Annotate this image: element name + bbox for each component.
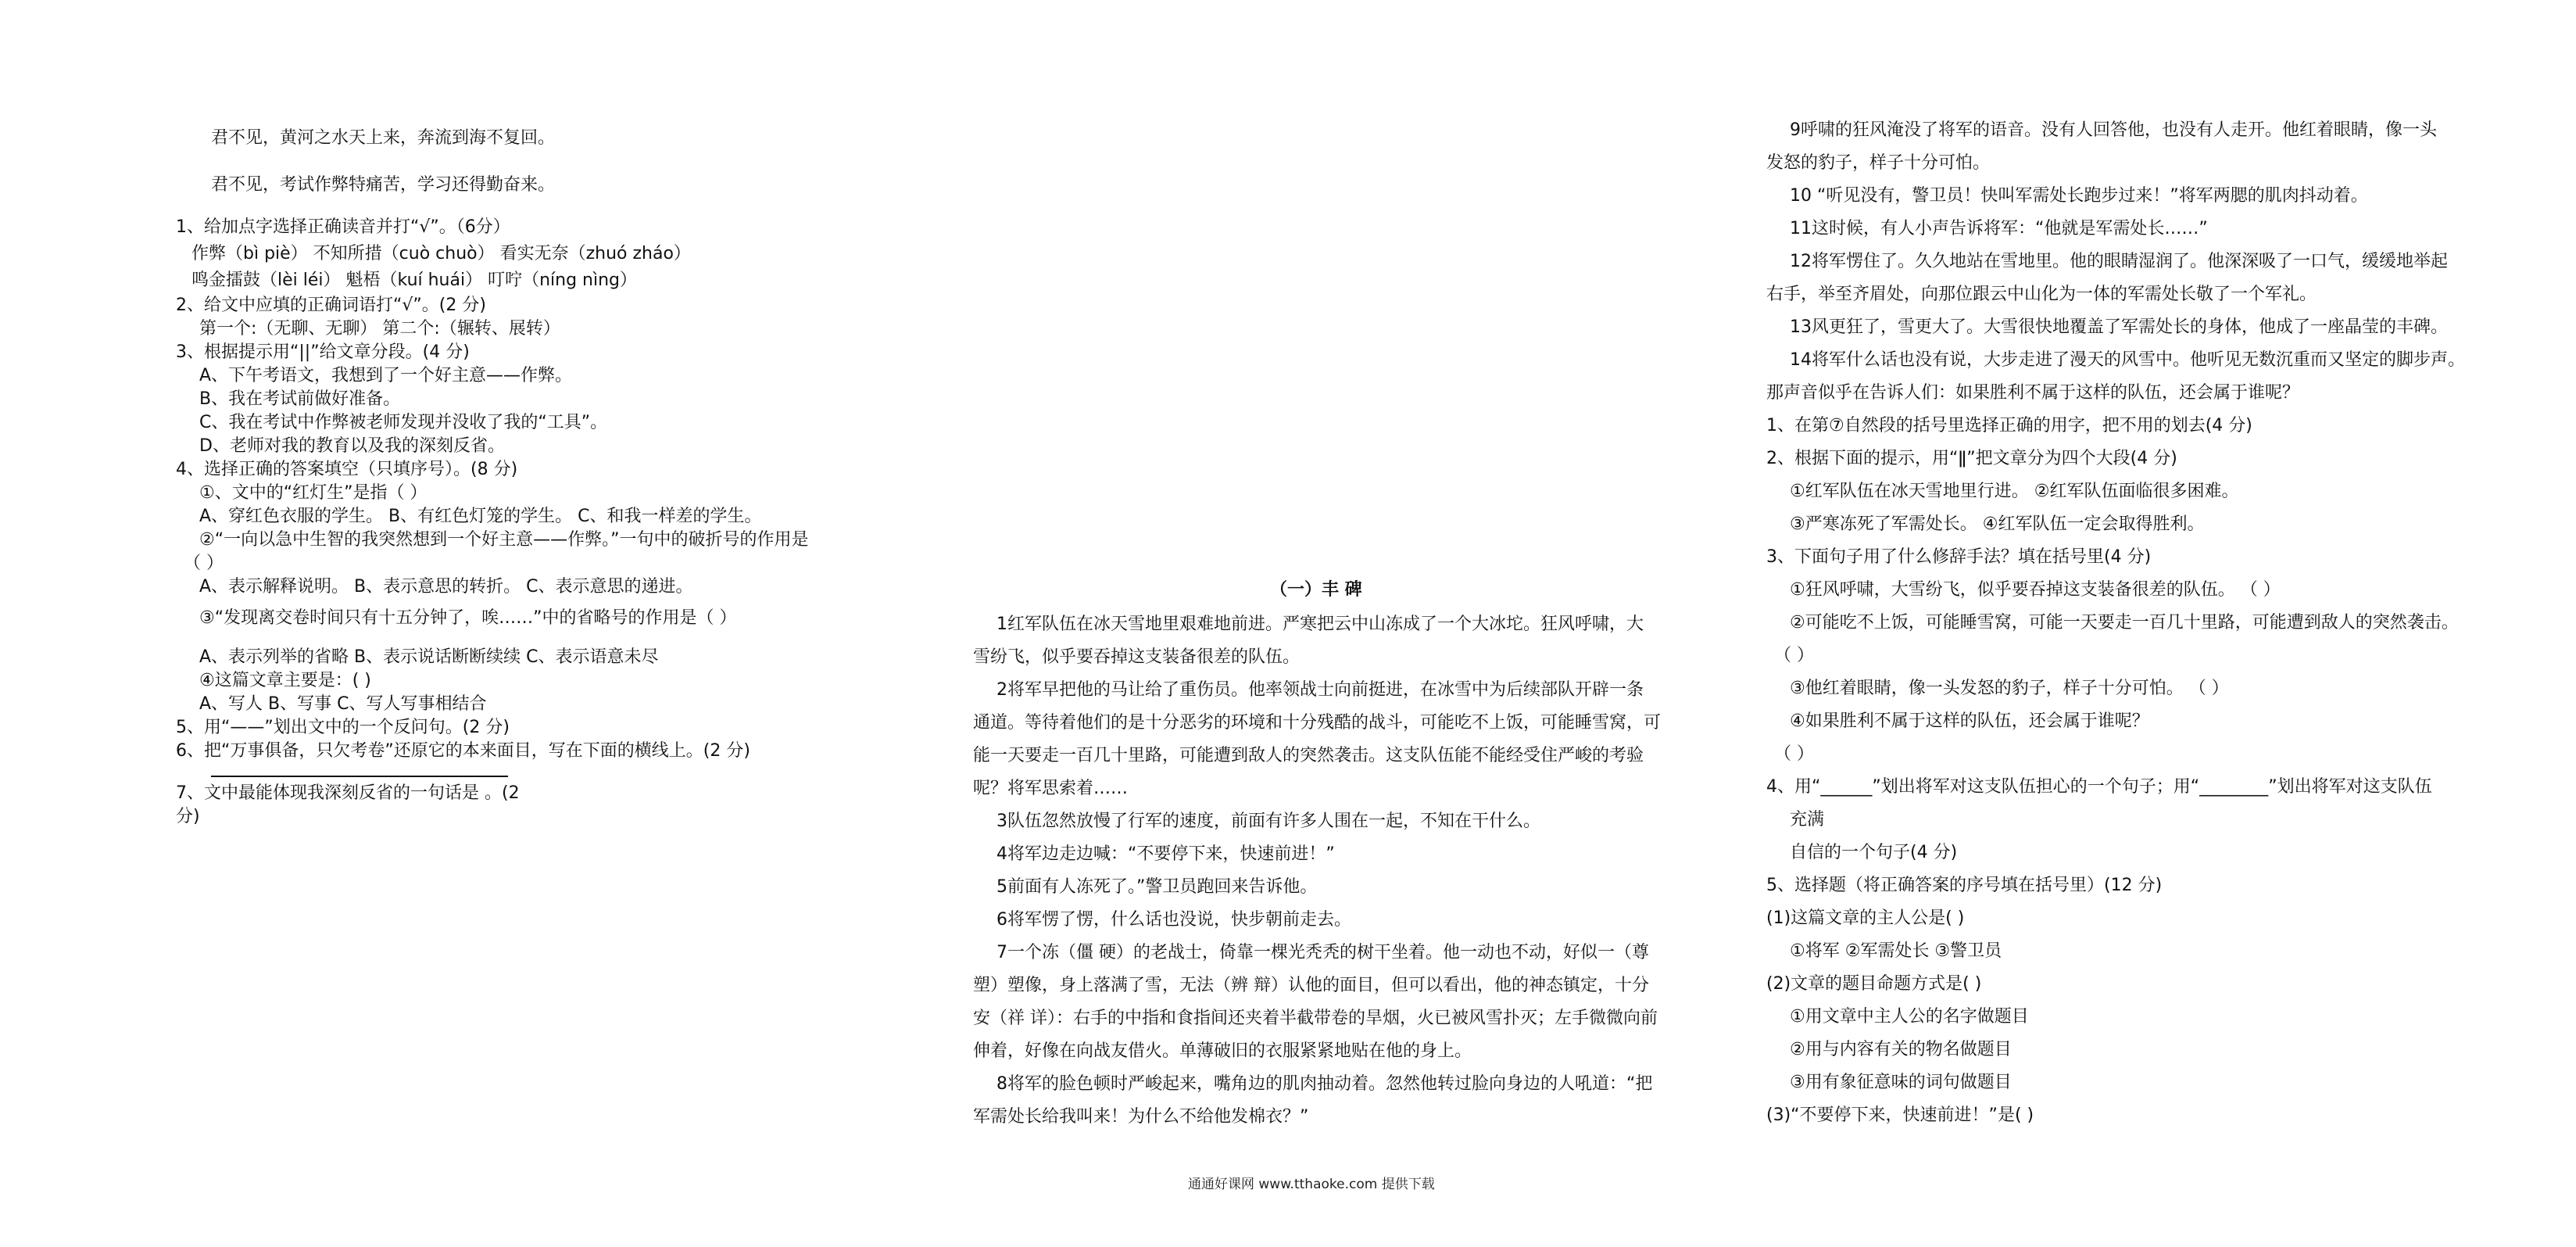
middle-line: 伸着，好像在向战友借火。单薄破旧的衣服紧紧地贴在他的身上。 (973, 1041, 1472, 1061)
page-footer: 通通好课网 www.tthaoke.com 提供下载 (1188, 1177, 1435, 1192)
left-line: C、我在考试中作弊被老师发现并没收了我的“工具”。 (199, 413, 608, 432)
middle-line: 呢？将军思索着…… (973, 779, 1129, 798)
left-line: A、下午考语文，我想到了一个好主意——作弊。 (199, 366, 573, 385)
right-line: 14将军什么话也没有说，大步走进了漫天的风雪中。他听见无数沉重而又坚定的脚步声。 (1790, 350, 2465, 370)
right-line: ①红军队伍在冰天雪地里行进。 ②红军队伍面临很多困难。 (1790, 482, 2239, 501)
right-line: ①狂风呼啸，大雪纷飞，似乎要吞掉这支装备很差的队伍。 （ ） (1790, 580, 2281, 600)
middle-line: 塑）塑像，身上落满了雪，无法（辨 辩）认他的面目，但可以看出，他的神态镇定，十分 (973, 976, 1649, 995)
left-line: ①、文中的“红灯生”是指（ ） (199, 483, 428, 503)
left-line: 4、选择正确的答案填空（只填序号）。(8 分) (176, 460, 518, 479)
right-line: 发怒的豹子，样子十分可怕。 (1766, 153, 1991, 173)
section-title: （一）丰 碑 (1270, 580, 1362, 600)
left-line: 3、根据提示用“||”给文章分段。(4 分) (176, 342, 470, 362)
left-line: B、我在考试前做好准备。 (199, 389, 401, 409)
right-line: 1、在第⑦自然段的括号里选择正确的用字，把不用的划去(4 分) (1766, 416, 2252, 435)
middle-line: 雪纷飞，似乎要吞掉这支装备很差的队伍。 (973, 647, 1301, 667)
left-line: 君不见，考试作弊特痛苦，学习还得勤奋来。 (211, 175, 556, 195)
middle-line: 7一个冻（僵 硬）的老战士，倚靠一棵光秃秃的树干坐着。他一动也不动，好似一（尊 (996, 943, 1649, 962)
left-line: ③“发现离交卷时间只有十五分钟了，唉……”中的省略号的作用是（ ） (199, 608, 737, 628)
right-line: 那声音似乎在告诉人们：如果胜利不属于这样的队伍，还会属于谁呢？ (1766, 383, 2300, 403)
right-line: 12将军愣住了。久久地站在雪地里。他的眼睛湿润了。他深深吸了一口气，缓缓地举起 (1790, 252, 2448, 271)
middle-line: 8将军的脸色顿时严峻起来，嘴角边的肌肉抽动着。忽然他转过脸向身边的人吼道：“把 (996, 1074, 1653, 1094)
right-line: 2、根据下面的提示，用“ǁ”把文章分为四个大段(4 分) (1766, 449, 2177, 468)
right-line: 13风更狂了，雪更大了。大雪很快地覆盖了军需处长的身体，他成了一座晶莹的丰碑。 (1790, 317, 2448, 337)
left-line: 作弊（bì piè） 不知所措（cuò chuò） 看实无奈（zhuó zháo） (191, 244, 691, 263)
right-line: （ ） (1774, 646, 1814, 665)
left-line: 第一个:（无聊、无聊） 第二个:（辗转、展转） (199, 319, 560, 339)
left-line: A、表示列举的省略 B、表示说话断断续续 C、表示语意未尽 (199, 647, 659, 667)
answer-line-q6 (211, 776, 508, 777)
left-line: A、写人 B、写事 C、写人写事相结合 (199, 694, 487, 714)
middle-line: 3队伍忽然放慢了行军的速度，前面有许多人围在一起，不知在干什么。 (996, 812, 1540, 831)
right-line: (1)这篇文章的主人公是( ) (1766, 908, 1965, 928)
left-line: 2、给文中应填的正确词语打“√”。(2 分) (176, 296, 486, 315)
middle-line: 5前面有人冻死了。”警卫员跑回来告诉他。 (996, 877, 1318, 897)
right-line: ③他红着眼睛，像一头发怒的豹子，样子十分可怕。 （ ） (1790, 679, 2229, 698)
right-line: 4、用“______”划出将军对这支队伍担心的一个句子；用“________”划出将军对这支队伍 (1766, 777, 2432, 797)
left-line: 7、文中最能体现我深刻反省的一句话是 。(2 (176, 783, 520, 803)
left-line: 鸣金擂鼓（lèi léi） 魁梧（kuí huái） 叮咛（níng nìng） (191, 271, 638, 290)
middle-line: 1红军队伍在冰天雪地里艰难地前进。严寒把云中山冻成了一个大冰坨。狂风呼啸，大 (996, 615, 1644, 634)
left-line: ④这篇文章主要是：( ) (199, 671, 371, 690)
middle-line: 4将军边走边喊：“不要停下来，快速前进！” (996, 844, 1335, 864)
middle-line: 军需处长给我叫来！为什么不给他发棉衣？” (973, 1107, 1309, 1127)
left-line: 君不见，黄河之水天上来，奔流到海不复回。 (211, 128, 556, 148)
middle-line: 2将军早把他的马让给了重伤员。他率领战士向前挺进，在冰雪中为后续部队开辟一条 (996, 680, 1644, 700)
left-line: 6、把“万事俱备，只欠考卷”还原它的本来面目，写在下面的横线上。(2 分) (176, 741, 750, 761)
right-line: 3、下面句子用了什么修辞手法？填在括号里(4 分) (1766, 547, 2152, 567)
right-line: ②可能吃不上饭，可能睡雪窝，可能一天要走一百几十里路，可能遭到敌人的突然袭击。 (1790, 613, 2459, 632)
left-line: A、表示解释说明。 B、表示意思的转折。 C、表示意思的递进。 (199, 577, 693, 597)
middle-line: 通道。等待着他们的是十分恶劣的环境和十分残酷的战斗，可能吃不上饭，可能睡雪窝，可 (973, 713, 1662, 733)
middle-line: 安（祥 详）：右手的中指和食指间还夹着半截带卷的旱烟，火已被风雪扑灭；左手微微向前 (973, 1009, 1658, 1028)
left-line: ②“一向以急中生智的我突然想到一个好主意——作弊。”一句中的破折号的作用是 (199, 530, 809, 550)
right-line: (3)“不要停下来，快速前进！”是( ) (1766, 1105, 2034, 1125)
right-line: ③用有象征意味的词句做题目 (1790, 1073, 2012, 1092)
right-line: 11这时候，有人小声告诉将军：“他就是军需处长……” (1790, 219, 2208, 238)
right-line: 10 “听见没有，警卫员！快叫军需处长跑步过来！”将军两腮的肌肉抖动着。 (1790, 186, 2368, 206)
left-line: （ ） (184, 554, 224, 573)
right-line: ①将军 ②军需处长 ③警卫员 (1790, 941, 2002, 961)
left-line: D、老师对我的教育以及我的深刻反省。 (199, 436, 505, 456)
right-line: ④如果胜利不属于这样的队伍，还会属于谁呢？ (1790, 711, 2149, 731)
right-line: 9呼啸的狂风淹没了将军的语音。没有人回答他，也没有人走开。他红着眼睛，像一头 (1790, 120, 2437, 140)
middle-line: 6将军愣了愣，什么话也没说，快步朝前走去。 (996, 910, 1351, 930)
right-line: ②用与内容有关的物名做题目 (1790, 1040, 2012, 1059)
left-line: A、穿红色衣服的学生。 B、有红色灯笼的学生。 C、和我一样差的学生。 (199, 507, 762, 526)
right-line: （ ） (1774, 744, 1814, 764)
left-line: 5、用“——”划出文中的一个反问句。(2 分) (176, 718, 510, 737)
right-line: 右手，举至齐眉处，向那位跟云中山化为一体的军需处长敬了一个军礼。 (1766, 285, 2317, 304)
left-line: 1、给加点字选择正确读音并打“√”。（6分） (176, 217, 510, 237)
right-line: (2)文章的题目命题方式是( ) (1766, 974, 1982, 994)
left-line: 分) (176, 807, 200, 826)
right-line: ③严寒冻死了军需处长。 ④红军队伍一定会取得胜利。 (1790, 514, 2205, 534)
right-line: 充满 (1790, 810, 1825, 830)
right-line: 自信的一个句子(4 分) (1790, 843, 1958, 862)
right-line: ①用文章中主人公的名字做题目 (1790, 1007, 2029, 1027)
middle-line: 能一天要走一百几十里路，可能遭到敌人的突然袭击。这支队伍能不能经受住严峻的考验 (973, 746, 1644, 765)
right-line: 5、选择题（将正确答案的序号填在括号里）(12 分) (1766, 876, 2163, 895)
